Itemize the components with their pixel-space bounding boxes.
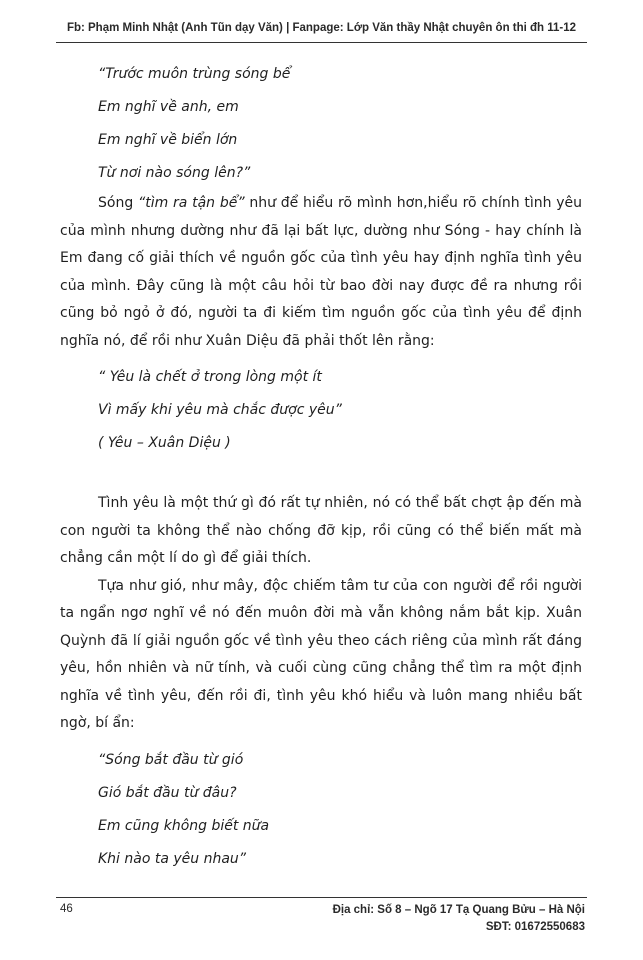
paragraph-text: Sóng: [98, 195, 138, 211]
inline-quote: “tìm ra tận bể”: [137, 195, 245, 211]
page-content: [60, 58, 582, 876]
poem-line: “Trước muôn trùng sóng bể: [98, 66, 291, 82]
poem-excerpt-3: [60, 744, 582, 876]
poem-citation: ( Yêu – Xuân Diệu ): [98, 435, 231, 451]
paragraph-3: Tựa như gió, như mây, độc chiếm tâm tư của con người để rồi người ta ngẩn ngơ nghĩ về nó đến muôn đời mà vẫn không nắm bắt kịp. Xuân Quỳnh đã lí giải nguồn gốc về tình yêu theo cách riêng của mình rất đáng yêu, hồn nhiên và nữ tính, và cuối cùng cũng chẳng thể tìm ra một định nghĩa về tình yêu, đến rồi đi, tình yêu khó hiểu và luôn mang nhiều bất ngờ, bí ẩn:: [60, 577, 582, 731]
poem-line: Gió bắt đầu từ đâu?: [98, 784, 237, 801]
page-header: Fb: Phạm Minh Nhật (Anh Tũn dạy Văn) | Fanpage: Lớp Văn thầy Nhật chuyên ôn thi đh 11-12: [66, 22, 577, 34]
page-number: 46: [60, 903, 73, 915]
footer-address: Địa chỉ: Số 8 – Ngõ 17 Tạ Quang Bửu – Hà Nội: [332, 904, 585, 916]
header-divider: [56, 42, 587, 43]
poem-excerpt-2: [60, 361, 582, 460]
poem-line: “Sóng bắt đầu từ gió: [98, 751, 244, 768]
poem-line: Khi nào ta yêu nhau”: [98, 850, 247, 867]
poem-excerpt-1: [60, 58, 582, 190]
footer-divider: [56, 897, 587, 898]
footer-contact: [333, 902, 585, 936]
poem-line: Em nghĩ về anh, em: [98, 99, 239, 115]
paragraph-1: [60, 190, 582, 355]
paragraph-text: như để hiểu rõ mình hơn,hiểu rõ chính tình yêu của mình nhưng dường như đã lại bất lực, dường như Sóng - hay chính là Em đang cố giải thích về nguồn gốc của tình yêu hay định nghĩa tình yêu của mình. Đây cũng là một câu hỏi từ bao đời nay được đề ra nhưng rồi cũng bỏ ngỏ ở đó, người ta đi kiếm tìm nguồn gốc của tình yêu để định nghĩa nó, để rồi như Xuân Diệu đã phải thốt lên rằng:: [60, 195, 582, 349]
poem-line: Vì mấy khi yêu mà chắc được yêu”: [98, 402, 342, 418]
poem-line: Em nghĩ về biển lớn: [98, 132, 238, 148]
poem-line: Từ nơi nào sóng lên?”: [98, 165, 251, 181]
poem-line: “ Yêu là chết ở trong lòng một ít: [98, 369, 322, 385]
footer-phone: SĐT: 01672550683: [485, 921, 585, 933]
poem-line: Em cũng không biết nữa: [98, 817, 270, 834]
paragraph-2: Tình yêu là một thứ gì đó rất tự nhiên, nó có thể bất chợt ập đến mà con người ta không thể nào chống đỡ kịp, rồi cũng có thể biến mất mà chẳng cần một lí do gì để giải thích.: [60, 495, 582, 566]
